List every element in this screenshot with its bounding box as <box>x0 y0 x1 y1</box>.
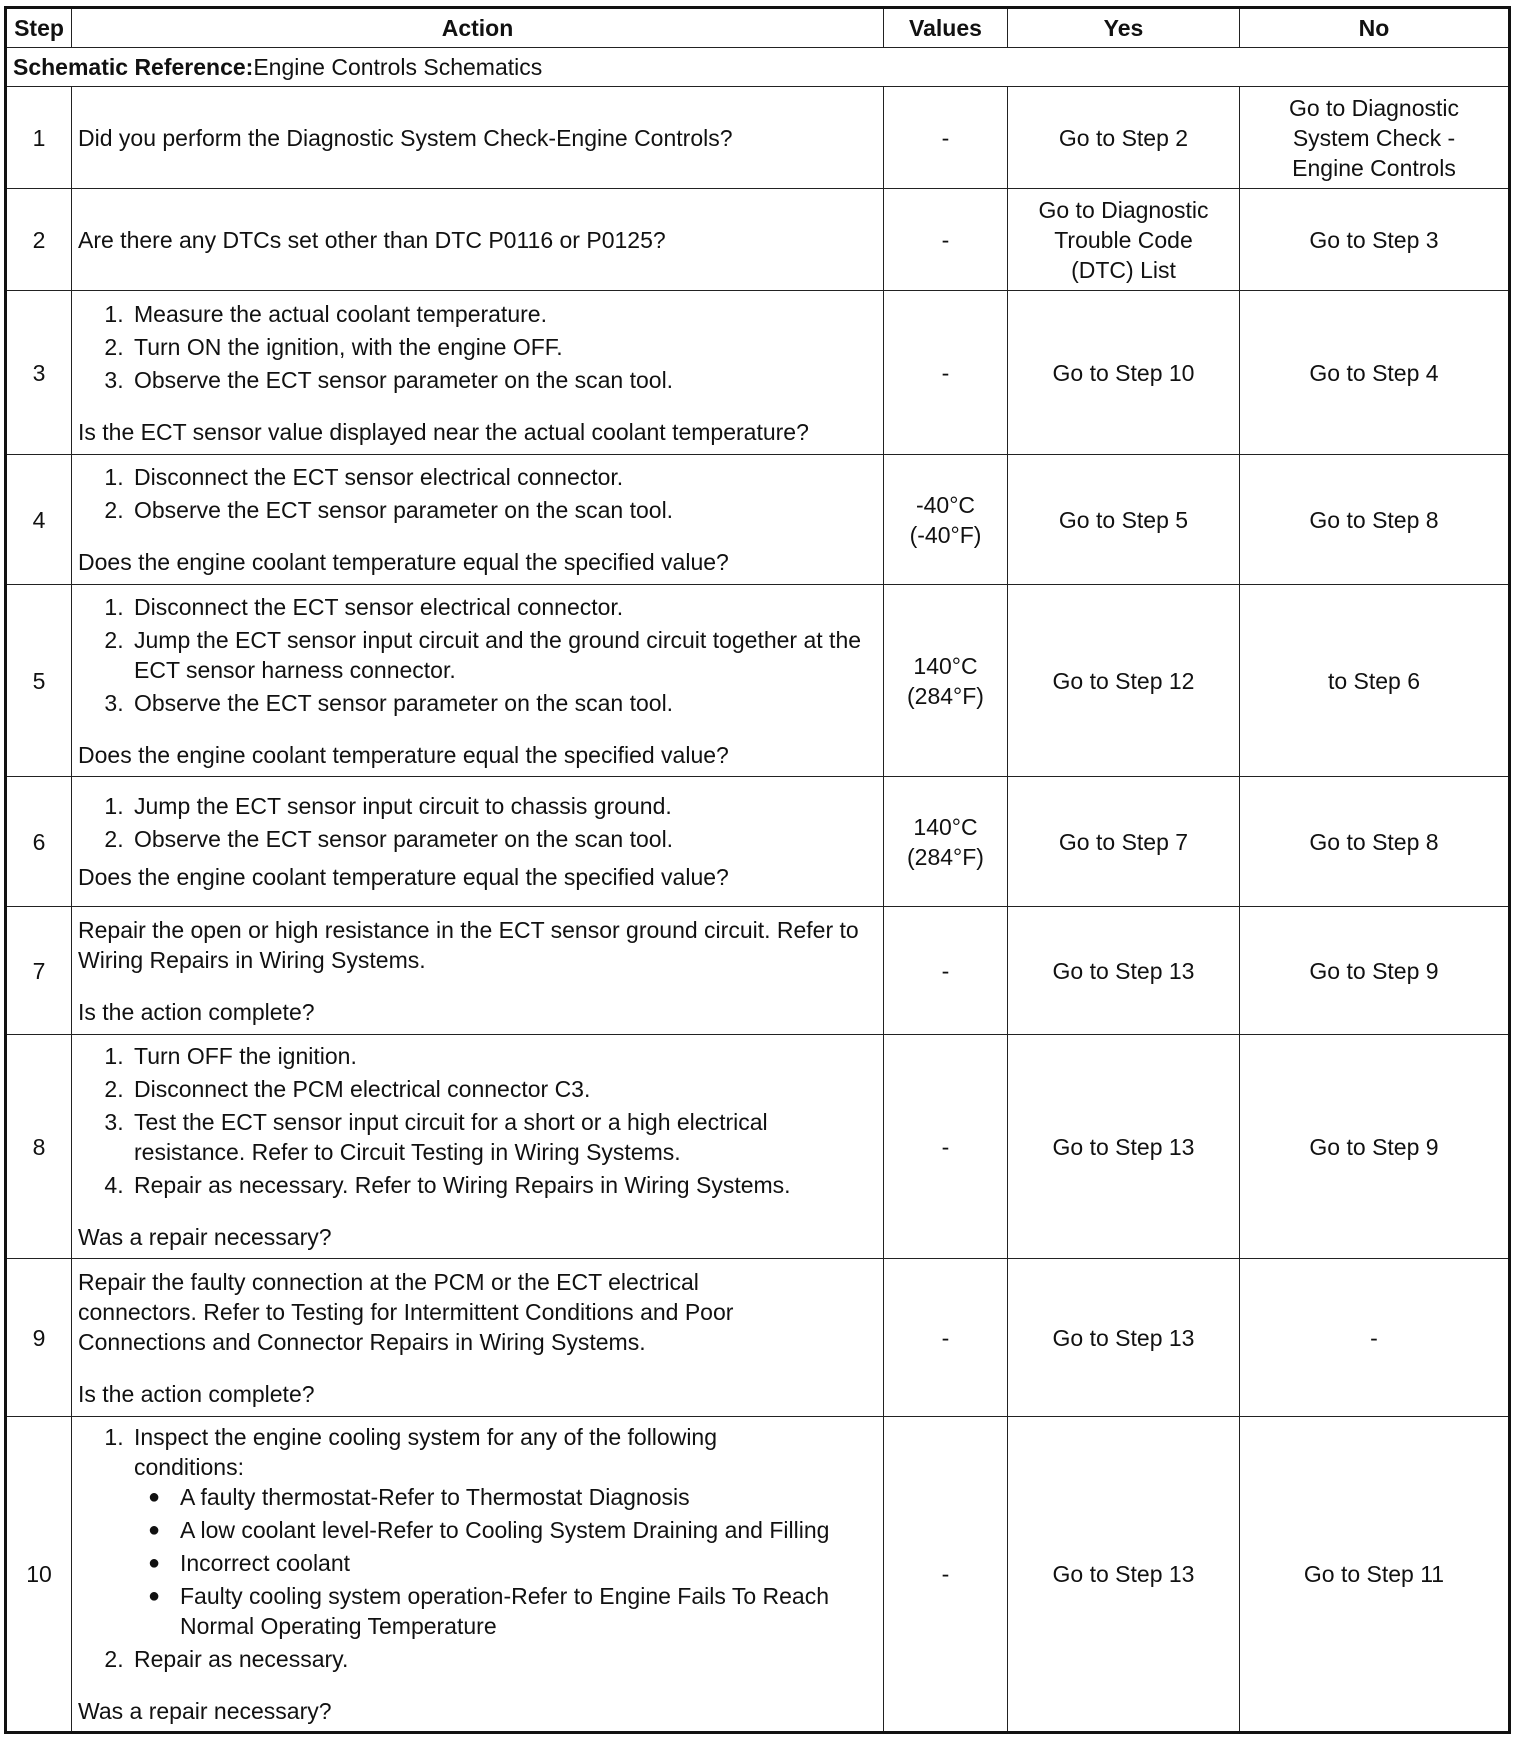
value-cell <box>884 777 1008 907</box>
action-step-item: 4. Repair as necessary. Refer to Wiring Repairs in Wiring Systems. <box>130 1170 877 1200</box>
action-question: Does the engine coolant temperature equal the specified value? <box>78 864 729 890</box>
no-cell: - <box>1240 1259 1510 1417</box>
table-row <box>6 291 1510 455</box>
action-text: Repair the faulty connection at the PCM or the ECT electrical connectors. Refer to Testing for Intermittent Conditions and Poor Connections and Connector Repairs in Wiring Systems. <box>78 1268 734 1355</box>
action-step-item: 1. Jump the ECT sensor input circuit to chassis ground. <box>130 791 877 821</box>
value-cell: - <box>884 291 1008 455</box>
no-cell: Go to Step 11 <box>1240 1417 1510 1733</box>
action-cell <box>72 87 884 189</box>
header-row <box>6 8 1510 48</box>
step-number: 4 <box>6 455 72 585</box>
header-step: Step <box>6 8 72 48</box>
yes-cell: Go to Step 13 <box>1008 1035 1240 1259</box>
yes-cell: Go to Step 7 <box>1008 777 1240 907</box>
condition-item: ● A low coolant level-Refer to Cooling System Draining and Filling <box>180 1515 877 1545</box>
action-step-item: 2. Turn ON the ignition, with the engine OFF. <box>130 332 877 362</box>
table-row <box>6 87 1510 189</box>
no-cell: Go to Step 4 <box>1240 291 1510 455</box>
table-row <box>6 907 1510 1035</box>
action-question: Was a repair necessary? <box>78 1224 332 1250</box>
action-text: Are there any DTCs set other than DTC P0116 or P0125? <box>78 226 666 253</box>
action-steps <box>78 299 877 395</box>
action-cell <box>72 777 884 907</box>
step-number: 2 <box>6 189 72 291</box>
no-cell: Go to Step 9 <box>1240 1035 1510 1259</box>
diagnostic-table <box>4 6 1511 1734</box>
no-cell: Go to Step 9 <box>1240 907 1510 1035</box>
yes-cell: Go to Step 13 <box>1008 907 1240 1035</box>
condition-list <box>134 1482 877 1641</box>
step-number: 1 <box>6 87 72 189</box>
action-step-item: 2. Jump the ECT sensor input circuit and the ground circuit together at the ECT sensor harness connector. <box>130 625 877 685</box>
table-row <box>6 1417 1510 1733</box>
schematic-label: Schematic Reference: <box>13 54 254 80</box>
schematic-value: Engine Controls Schematics <box>253 54 543 80</box>
action-step-item: 2. Observe the ECT sensor parameter on the scan tool. <box>130 824 877 854</box>
action-step-text: 1. Inspect the engine cooling system for any of the following conditions: <box>134 1424 718 1480</box>
no-cell: Go to Step 8 <box>1240 455 1510 585</box>
yes-cell <box>1008 189 1240 291</box>
action-step-item: 1. Disconnect the ECT sensor electrical connector. <box>130 592 877 622</box>
value-cell: - <box>884 87 1008 189</box>
action-cell <box>72 455 884 585</box>
header-action: Action <box>72 8 884 48</box>
step-number: 3 <box>6 291 72 455</box>
step-number: 9 <box>6 1259 72 1417</box>
action-cell <box>72 907 884 1035</box>
action-question: Does the engine coolant temperature equal the specified value? <box>78 741 729 768</box>
value-cell: - <box>884 1417 1008 1733</box>
value-cell <box>884 455 1008 585</box>
header-no: No <box>1240 8 1510 48</box>
table-row <box>6 189 1510 291</box>
yes-cell: Go to Step 13 <box>1008 1417 1240 1733</box>
table-row <box>6 455 1510 585</box>
action-step-item: 1. Turn OFF the ignition. <box>130 1041 877 1071</box>
no-cell: Go to Step 8 <box>1240 777 1510 907</box>
condition-item: ● A faulty thermostat-Refer to Thermostat Diagnosis <box>180 1482 877 1512</box>
yes-text: Go to Diagnostic Trouble Code (DTC) List <box>1038 196 1209 283</box>
step-number: 7 <box>6 907 72 1035</box>
table-row <box>6 1035 1510 1259</box>
action-question: Was a repair necessary? <box>78 1698 332 1724</box>
action-step-item: 3. Observe the ECT sensor parameter on the scan tool. <box>130 365 877 395</box>
value-cell: - <box>884 907 1008 1035</box>
action-step-item: 1. Disconnect the ECT sensor electrical connector. <box>130 462 877 492</box>
no-cell: to Step 6 <box>1240 585 1510 777</box>
value-text: 140°C (284°F) <box>907 813 984 870</box>
step-number: 8 <box>6 1035 72 1259</box>
action-steps <box>78 791 877 854</box>
yes-cell: Go to Step 12 <box>1008 585 1240 777</box>
value-text: 140°C (284°F) <box>907 652 984 709</box>
no-cell <box>1240 87 1510 189</box>
step-number: 10 <box>6 1417 72 1733</box>
table-row <box>6 1259 1510 1417</box>
action-step-item: 2. Repair as necessary. <box>130 1644 877 1674</box>
action-question: Is the ECT sensor value displayed near the actual coolant temperature? <box>78 418 809 445</box>
value-text: -40°C (-40°F) <box>909 491 982 548</box>
schematic-row <box>6 48 1510 87</box>
yes-cell: Go to Step 2 <box>1008 87 1240 189</box>
action-steps <box>78 1041 877 1200</box>
condition-item: ● Incorrect coolant <box>180 1548 877 1578</box>
diagnostic-table-wrapper <box>4 6 1508 1734</box>
table-row <box>6 585 1510 777</box>
header-values: Values <box>884 8 1008 48</box>
no-cell: Go to Step 3 <box>1240 189 1510 291</box>
action-steps <box>78 1422 877 1674</box>
step-number: 6 <box>6 777 72 907</box>
action-step-item: 3. Test the ECT sensor input circuit for a short or a high electrical resistance. Refer to Circuit Testing in Wiring Systems. <box>130 1107 877 1167</box>
schematic-reference <box>6 48 1510 87</box>
action-step-item <box>130 1422 877 1641</box>
action-cell <box>72 291 884 455</box>
value-cell: - <box>884 189 1008 291</box>
action-text: Did you perform the Diagnostic System Check-Engine Controls? <box>78 124 733 151</box>
action-cell <box>72 1035 884 1259</box>
action-cell <box>72 585 884 777</box>
action-cell <box>72 1417 884 1733</box>
action-question: Is the action complete? <box>78 998 315 1025</box>
yes-cell: Go to Step 13 <box>1008 1259 1240 1417</box>
no-text: Go to Diagnostic System Check - Engine Controls <box>1288 94 1460 181</box>
value-cell: - <box>884 1035 1008 1259</box>
action-steps <box>78 462 877 525</box>
table-row <box>6 777 1510 907</box>
condition-item: ● Faulty cooling system operation-Refer to Engine Fails To Reach Normal Operating Temperature <box>180 1581 877 1641</box>
action-step-item: 2. Disconnect the PCM electrical connector C3. <box>130 1074 877 1104</box>
value-cell <box>884 585 1008 777</box>
action-cell <box>72 1259 884 1417</box>
action-text: Repair the open or high resistance in the ECT sensor ground circuit. Refer to Wiring Repairs in Wiring Systems. <box>78 916 859 973</box>
action-question: Is the action complete? <box>78 1380 315 1407</box>
yes-cell: Go to Step 5 <box>1008 455 1240 585</box>
value-cell: - <box>884 1259 1008 1417</box>
action-steps <box>78 592 877 718</box>
action-step-item: 1. Measure the actual coolant temperature. <box>130 299 877 329</box>
yes-cell: Go to Step 10 <box>1008 291 1240 455</box>
action-cell <box>72 189 884 291</box>
action-question: Does the engine coolant temperature equal the specified value? <box>78 549 729 575</box>
action-step-item: 3. Observe the ECT sensor parameter on the scan tool. <box>130 688 877 718</box>
header-yes: Yes <box>1008 8 1240 48</box>
step-number: 5 <box>6 585 72 777</box>
action-step-item: 2. Observe the ECT sensor parameter on the scan tool. <box>130 495 877 525</box>
